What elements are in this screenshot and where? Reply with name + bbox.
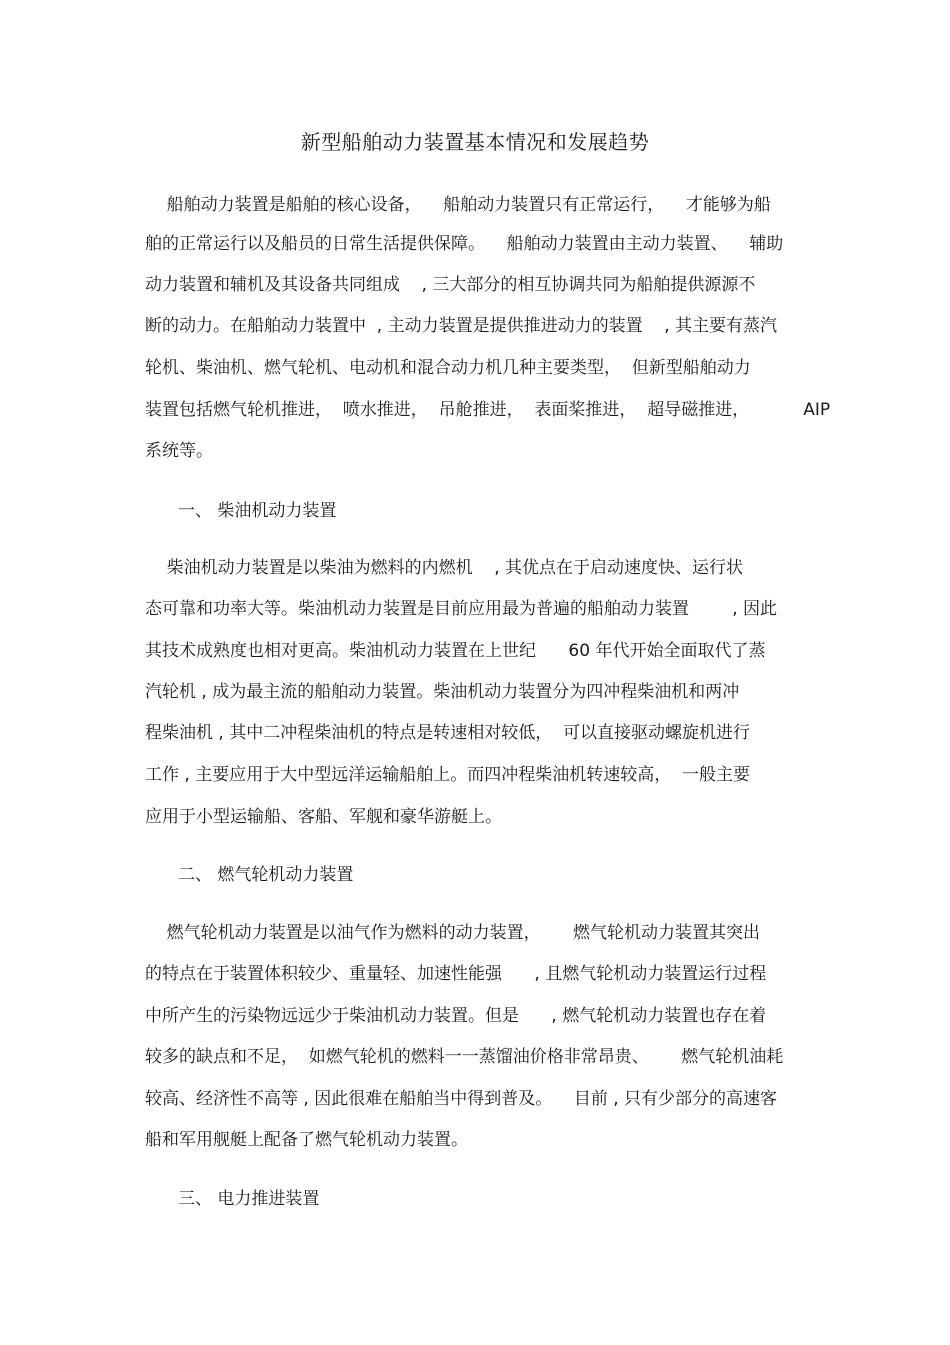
- section-heading: 二、 燃气轮机动力装置: [178, 865, 354, 885]
- section1-line: 应用于小型运输船、客船、军舰和豪华游艇上。: [145, 807, 502, 827]
- intro-line: 装置包括燃气轮机推进， 喷水推进， 吊舱推进， 表面桨推进， 超导磁推进， AIP: [145, 400, 831, 420]
- intro-line: 断的动力。在船舶动力装置中 , 主动力装置是提供推进动力的装置 , 其主要有蒸汽: [145, 316, 778, 336]
- section2-line: 较高、经济性不高等 , 因此很难在船舶当中得到普及。 目前 , 只有少部分的高速客: [145, 1089, 778, 1109]
- document-title: 新型船舶动力装置基本情况和发展趋势: [300, 130, 650, 154]
- section2-line: 的特点在于装置体积较少、重量轻、加速性能强 , 且燃气轮机动力装置运行过程: [145, 964, 767, 984]
- intro-line: 船舶动力装置是船舶的核心设备， 船舶动力装置只有正常运行， 才能够为船: [145, 195, 771, 215]
- section2-line: 船和军用舰艇上配备了燃气轮机动力装置。: [145, 1130, 468, 1150]
- section1-line: 程柴油机 , 其中二冲程柴油机的特点是转速相对较低， 可以直接驱动螺旋机进行: [145, 723, 751, 743]
- section-heading: 三、 电力推进装置: [178, 1189, 320, 1209]
- section-heading: 一、 柴油机动力装置: [178, 501, 337, 521]
- intro-line: 舶的正常运行以及船员的日常生活提供保障。 船舶动力装置由主动力装置、 辅助: [145, 234, 784, 254]
- section1-line: 其技术成熟度也相对更高。柴油机动力装置在上世纪 60 年代开始全面取代了蒸: [145, 641, 766, 661]
- section1-line: 汽轮机 , 成为最主流的船舶动力装置。柴油机动力装置分为四冲程柴油机和两冲: [145, 682, 740, 702]
- section2-line: 燃气轮机动力装置是以油气作为燃料的动力装置， 燃气轮机动力装置其突出: [145, 923, 761, 943]
- section1-line: 柴油机动力装置是以柴油为燃料的内燃机 , 其优点在于启动速度快、运行状: [145, 558, 744, 578]
- section2-line: 中所产生的污染物远远少于柴油机动力装置。但是 , 燃气轮机动力装置也存在着: [145, 1006, 767, 1026]
- intro-line: 系统等。: [145, 441, 213, 461]
- intro-line: 动力装置和辅机及其设备共同组成 , 三大部分的相互协调共同为船舶提供源源不: [145, 275, 756, 295]
- section1-line: 态可靠和功率大等。柴油机动力装置是目前应用最为普遍的船舶动力装置 , 因此: [145, 599, 778, 619]
- section2-line: 较多的缺点和不足， 如燃气轮机的燃料一一蒸馏油价格非常昂贵、 燃气轮机油耗: [145, 1047, 784, 1067]
- intro-line: 轮机、柴油机、燃气轮机、电动机和混合动力机几种主要类型， 但新型船舶动力: [145, 358, 751, 378]
- section1-line: 工作 , 主要应用于大中型远洋运输船舶上。而四冲程柴油机转速较高， 一般主要: [145, 765, 751, 785]
